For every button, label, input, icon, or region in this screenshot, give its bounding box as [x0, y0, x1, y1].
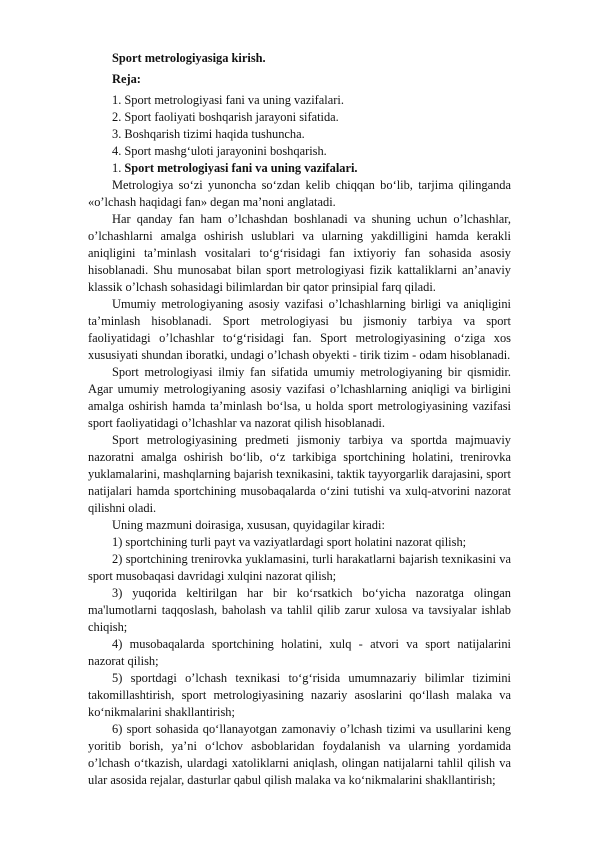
plan-item: 1. Sport metrologiyasi fani va uning vazifalari. [112, 93, 344, 107]
paragraph: Sport metrologiyasi ilmiy fan sifatida umumiy metrologiyaning bir qismidir. Agar umumiy metrologiyaning asosiy vazifasi o’lchashlarning aniqligi va birligini amalga oshirish hamda ta’minlash bo‘lsa, u holda sport metrologiyasining vazifasi sport faoliyatidagi o’lchashlar va nazorat qilish hisoblanadi. [88, 365, 511, 430]
plan-item: 2. Sport faoliyati boshqarish jarayoni sifatida. [112, 110, 339, 124]
list-item: 2) sportchining trenirovka yuklamasini, turli harakatlarni bajarish texnikasini va sport musobaqasi davridagi xulqini nazorat qilish; [88, 552, 511, 583]
document-page [88, 50, 511, 789]
plan-item: 4. Sport mashg‘uloti jarayonini boshqarish. [112, 144, 327, 158]
list-item: 1) sportchining turli payt va vaziyatlardagi sport holatini nazorat qilish; [112, 535, 467, 549]
list-item: 4) musobaqalarda sportchining holatini, xulq - atvori va sport natijalarini nazorat qilish; [88, 637, 511, 668]
list-item: 5) sportdagi o’lchash texnikasi to‘g‘risida umumnazariy bilimlar tizimini takomillashtirish, sport metrologiyasining nazariy asoslarini qo‘llash malaka va ko‘nikmalarini shakllantirish; [88, 671, 511, 719]
paragraph: Metrologiya so‘zi yunoncha so‘zdan kelib chiqqan bo‘lib, tarjima qilinganda «o’lchash haqidagi fan» degan ma’noni anglatadi. [88, 178, 511, 209]
paragraph: Har qanday fan ham o’lchashdan boshlanadi va shuning uchun o’lchashlar, o’lchashlarni amalga oshirish uslublari va ularning yakdilligini hamda kerakli aniqligini ta’minlash vositalari to‘g‘risidagi fan ixtiyoriy fan sohasida asosiy hisoblanadi. Shu munosabat bilan sport metrologiyasi fizik kattaliklarni an’anaviy klassik o’lchash sohasidagi bilimlardan bir qator prinsipial farq qiladi. [88, 212, 511, 294]
section-number: 1. [112, 161, 125, 175]
section-heading [88, 160, 511, 177]
document-title: Sport metrologiyasiga kirish. [112, 51, 266, 65]
paragraph: Uning mazmuni doirasiga, xususan, quyidagilar kiradi: [112, 518, 385, 532]
paragraph: Umumiy metrologiyaning asosiy vazifasi o’lchashlarning birligi va aniqligini ta’minlash hisoblanadi. Sport metrologiyasi bu jismoniy tarbiya va sport faoliyatidagi o’lchashlar to‘g‘risidagi fan. Sport metrologiyasining o‘ziga xos xususiyati shundan iboratki, undagi o’lchash obyekti - tirik tizim - odam hisoblanadi. [88, 297, 511, 362]
section-title: Sport metrologiyasi fani va uning vazifalari. [124, 161, 358, 175]
list-item: 3) yuqorida keltirilgan har bir ko‘rsatkich bo‘yicha nazoratga olingan ma'lumotlarni taqqoslash, baholash va tahlil qilib zarur xulosa va tavsiyalar ishlab chiqish; [88, 586, 511, 634]
paragraph: Sport metrologiyasining predmeti jismoniy tarbiya va sportda majmuaviy nazoratni amalga oshirish bo‘lib, o‘z tarkibiga sportchining holatini, trenirovka yuklamalarini, mashqlarning bajarish texnikasini, taktik tayyorgarlik darajasini, sport natijalari hamda sportchining musobaqalarda o‘zini tutishi va xulq-atvorini nazorat qilishni oladi. [88, 433, 511, 515]
plan-label: Reja: [112, 72, 141, 86]
plan-item: 3. Boshqarish tizimi haqida tushuncha. [112, 127, 305, 141]
list-item: 6) sport sohasida qo‘llanayotgan zamonaviy o’lchash tizimi va usullarini keng yoritib borish, ya’ni o‘lchov asboblaridan foydalanish va ularning yordamida o’lchash o‘tkazish, ulardagi xatoliklarni aniqlash, olingan natijalarni tahlil qilish va ular asosida rejalar, dasturlar qabul qilish malaka va ko‘nikmalarini shakllantirish; [88, 722, 511, 787]
